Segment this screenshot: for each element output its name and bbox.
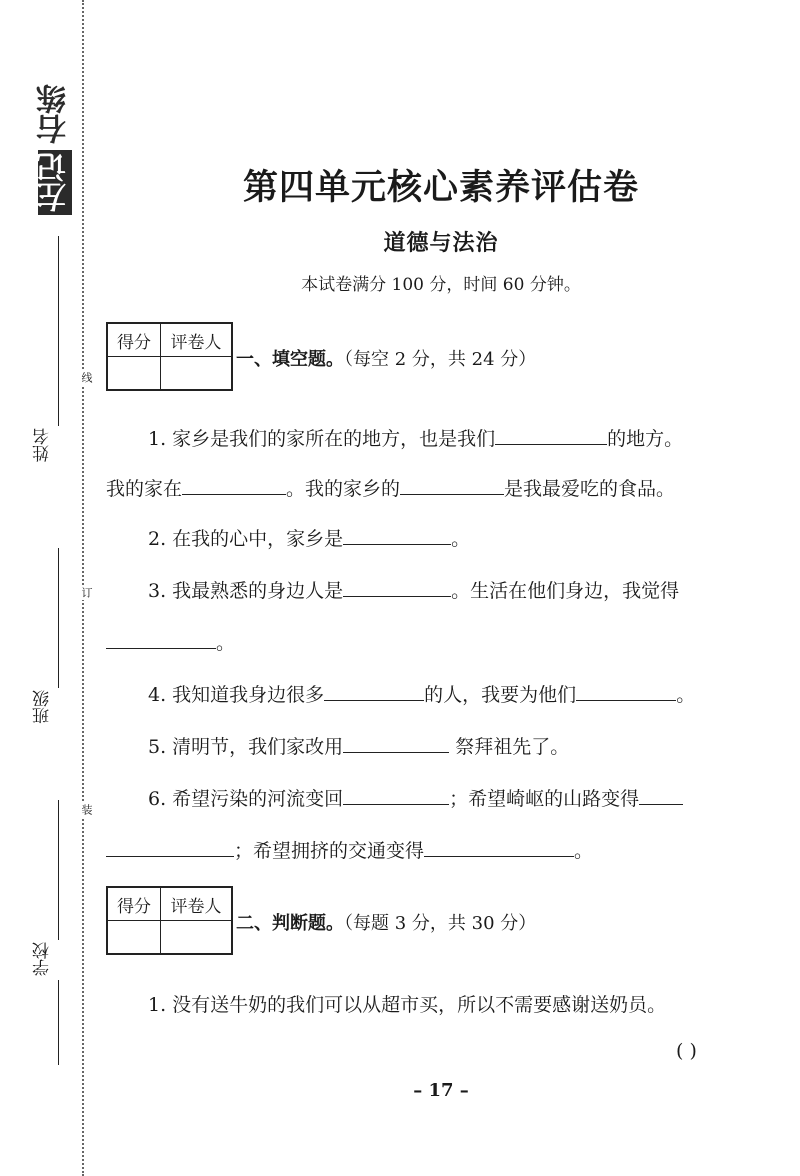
score-cell[interactable] [107, 921, 161, 955]
brand-logo [38, 80, 72, 215]
q4-text-b: 的人，我要为他们 [424, 684, 577, 706]
answer-blank[interactable] [182, 474, 286, 495]
page-number: – 17 – [413, 1080, 469, 1101]
q1-text-d: 。我的家乡的 [286, 478, 401, 500]
section1-title: 一、填空题。 [236, 349, 344, 370]
question-4 [148, 680, 695, 707]
class-label: 班级 [33, 690, 53, 724]
school-line-lower [58, 980, 59, 1065]
question-2 [148, 524, 470, 551]
section2-meta: （每题 3 分，共 30 分） [344, 913, 537, 934]
q6-text-d: 。 [574, 840, 594, 862]
answer-blank[interactable] [343, 524, 451, 545]
q1-text-a: 1. 家乡是我们的家所在的地方，也是我们 [148, 428, 496, 450]
q6-text-a: 6. 希望污染的河流变回 [148, 788, 344, 810]
question-5 [148, 732, 569, 759]
name-line [58, 236, 59, 426]
exam-note: 本试卷满分 100 分，时间 60 分钟。 [301, 275, 581, 295]
q1-text-c: 我的家在 [106, 478, 183, 500]
q1-text-e: 是我最爱吃的食品。 [504, 478, 676, 500]
section2-heading [236, 909, 536, 935]
mark-ding: 订 [80, 587, 93, 598]
question-6-line-2 [106, 836, 593, 863]
question-6-line-1 [148, 784, 683, 811]
class-line [58, 548, 59, 688]
q4-text-c: 。 [676, 684, 696, 706]
score-header: 得分 [107, 323, 161, 357]
answer-blank[interactable] [576, 680, 676, 701]
answer-blank[interactable] [343, 576, 451, 597]
answer-blank[interactable] [639, 784, 683, 805]
binding-margin [0, 0, 82, 1176]
question-1-line-2 [106, 474, 675, 501]
answer-blank[interactable] [400, 474, 504, 495]
judge-question-1: 1. 没有送牛奶的我们可以从超市买，所以不需要感谢送奶员。 [148, 994, 667, 1016]
answer-blank[interactable] [343, 732, 449, 753]
grader-cell[interactable] [161, 357, 233, 391]
grader-cell[interactable] [161, 921, 233, 955]
score-header: 得分 [107, 887, 161, 921]
answer-blank[interactable] [106, 836, 234, 857]
question-3-line-1 [148, 576, 679, 603]
grader-header: 评卷人 [161, 887, 233, 921]
school-line [58, 800, 59, 940]
q5-text-b: 祭拜祖先了。 [449, 736, 570, 758]
subject-title: 道德与法治 [383, 231, 499, 256]
name-label: 姓名 [33, 428, 53, 462]
mark-xian: 线 [80, 372, 93, 383]
school-label: 学校 [33, 942, 53, 976]
question-1-line-1 [148, 424, 683, 451]
grader-header: 评卷人 [161, 323, 233, 357]
q1-text-b: 的地方。 [607, 428, 684, 450]
score-cell[interactable] [107, 357, 161, 391]
score-table-1 [106, 322, 233, 391]
q2-text-a: 2. 在我的心中，家乡是 [148, 528, 344, 550]
logo-text-right: 右练 [37, 84, 72, 144]
answer-parentheses[interactable]: ( ) [676, 1040, 697, 1062]
answer-blank[interactable] [324, 680, 424, 701]
page-title: 第四单元核心素养评估卷 [242, 168, 639, 208]
q3-text-a: 3. 我最熟悉的身边人是 [148, 580, 344, 602]
score-table-2 [106, 886, 233, 955]
section2-title: 二、判断题。 [236, 913, 344, 934]
q6-text-b: ；希望崎岖的山路变得 [449, 788, 640, 810]
section1-meta: （每空 2 分，共 24 分） [344, 349, 537, 370]
logo-text-left: 左记 [37, 152, 72, 213]
answer-blank[interactable] [343, 784, 449, 805]
q2-text-b: 。 [451, 528, 471, 550]
answer-blank[interactable] [106, 628, 216, 649]
mark-zhuang: 装 [80, 804, 93, 815]
answer-blank[interactable] [424, 836, 574, 857]
section1-heading [236, 345, 536, 371]
q6-text-c: ；希望拥挤的交通变得 [234, 840, 425, 862]
answer-blank[interactable] [495, 424, 607, 445]
q3-text-b: 。生活在他们身边，我觉得 [451, 580, 680, 602]
q3-text-c: 。 [216, 632, 236, 654]
question-3-line-2 [106, 628, 235, 655]
q5-text-a: 5. 清明节，我们家改用 [148, 736, 344, 758]
q4-text-a: 4. 我知道我身边很多 [148, 684, 325, 706]
